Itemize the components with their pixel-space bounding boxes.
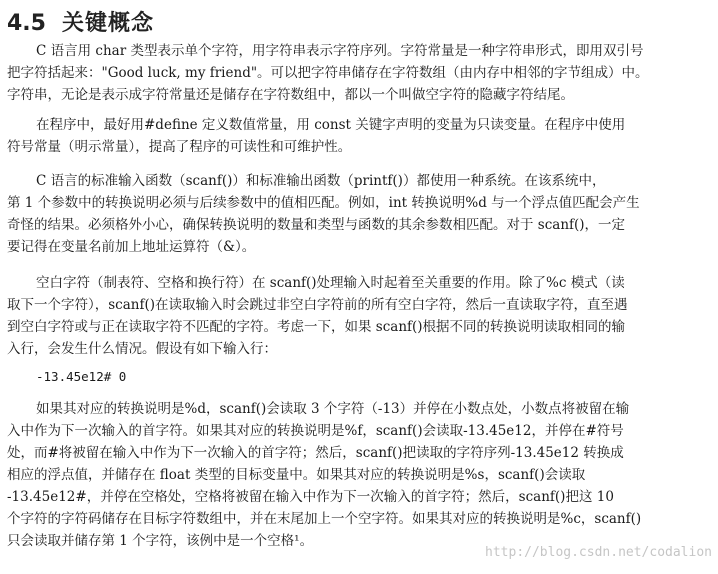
paragraph-line: 个字符的字符码储存在目标字符数组中，并在末尾加上一个空字符。如果其对应的转换说明是%c，scanf(): [7, 511, 642, 527]
paragraph-line: -13.45e12#，并停在空格处，空格将被留在输入中作为下一次输入的首字符；然后，scanf()把这 10: [7, 489, 614, 505]
paragraph-line: C 语言用 char 类型表示单个字符，用字符串表示字符序列。字符常量是一种字符串形式，即用双引号: [36, 43, 644, 59]
code-sample: -13.45e12# 0: [36, 369, 127, 384]
paragraph-line: 空白字符（制表符、空格和换行符）在 scanf()处理输入时起着至关重要的作用。除了%c 模式（读: [36, 275, 625, 291]
paragraph-line: 入行，会发生什么情况。假设有如下输入行：: [7, 341, 277, 357]
paragraph-line: 符号常量（明示常量），提高了程序的可读性和可维护性。: [7, 139, 352, 155]
paragraph-line: 奇怪的结果。必须格外小心，确保转换说明的数量和类型与函数的其余参数相匹配。对于 scanf()，一定: [7, 217, 626, 233]
paragraph-line: 如果其对应的转换说明是%d，scanf()会读取 3 个字符（-13）并停在小数点处，小数点将被留在输: [36, 401, 630, 417]
paragraph-line: 相应的浮点值，并储存在 float 类型的目标变量中。如果其对应的转换说明是%s，scanf()会读取: [7, 467, 586, 483]
paragraph-line: 只会读取并储存第 1 个字符，该例中是一个空格¹。: [7, 533, 314, 549]
section-heading: [7, 6, 154, 36]
paragraph-line: 字符串，无论是表示成字符常量还是储存在字符数组中，都以一个叫做空字符的隐藏字符结尾。: [7, 87, 574, 103]
section-number: 4.5: [7, 11, 46, 36]
paragraph-line: 到空白字符或与正在读取字符不匹配的字符。考虑一下，如果 scanf()根据不同的转换说明读取相同的输: [7, 319, 626, 335]
paragraph-line: 入中作为下一次输入的首字符。如果其对应的转换说明是%f，scanf()会读取-13.45e12，并停在#符号: [7, 423, 624, 439]
paragraph-line: 在程序中，最好用#define 定义数值常量，用 const 关键字声明的变量为只读变量。在程序中使用: [36, 117, 626, 133]
watermark-url: http://blog.csdn.net/codalion: [485, 545, 712, 560]
paragraph-line: 取下一个字符），scanf()在读取输入时会跳过非空白字符前的所有空白字符，然后一直读取字符，直至遇: [7, 297, 628, 313]
paragraph-line: 处，而#将被留在输入中作为下一次输入的首字符；然后，scanf()把读取的字符序列-13.45e12 转换成: [7, 445, 624, 461]
paragraph-line: 把字符括起来："Good luck, my friend"。可以把字符串储存在字符数组（由内存中相邻的字节组成）中。: [7, 65, 649, 81]
paragraph-line: 第 1 个参数中的转换说明必须与后续参数中的值相匹配。例如，int 转换说明%d 与一个浮点值匹配会产生: [7, 195, 640, 211]
paragraph-line: 要记得在变量名前加上地址运算符（&）。: [7, 239, 256, 255]
paragraph-line: C 语言的标准输入函数（scanf()）和标准输出函数（printf()）都使用一种系统。在该系统中，: [36, 173, 606, 189]
section-title: 关键概念: [61, 11, 154, 36]
